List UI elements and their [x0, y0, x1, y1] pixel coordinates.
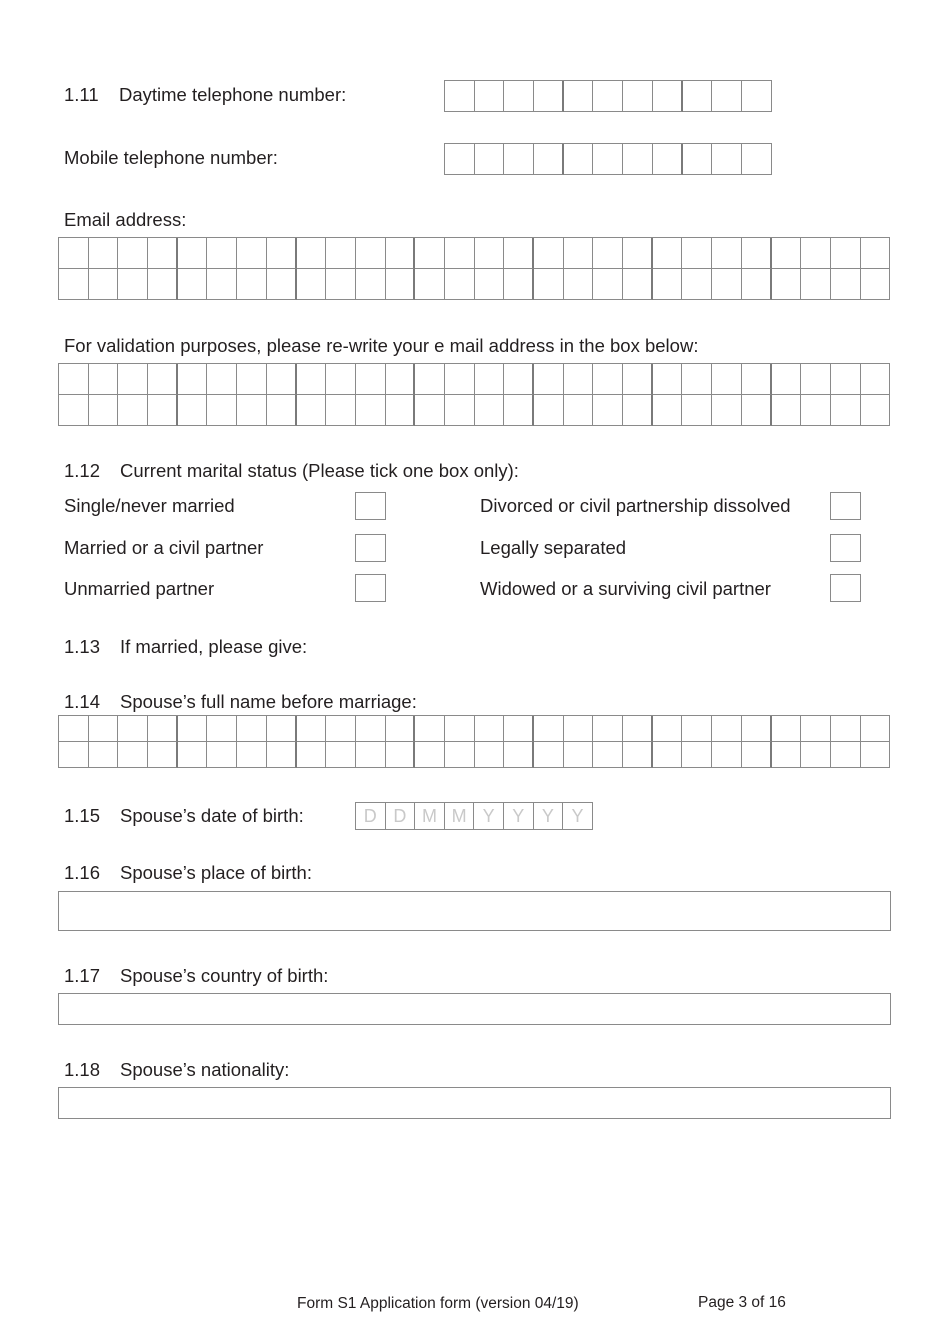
- char-cell[interactable]: [504, 238, 534, 269]
- char-cell[interactable]: [148, 269, 178, 300]
- char-cell[interactable]: [623, 364, 653, 395]
- email-confirm-input[interactable]: [58, 363, 890, 426]
- char-cell[interactable]: [297, 364, 327, 395]
- char-cell[interactable]: [356, 742, 386, 768]
- char-cell[interactable]: [861, 364, 891, 395]
- char-cell[interactable]: [148, 238, 178, 269]
- char-cell[interactable]: [475, 716, 505, 742]
- char-cell[interactable]: [831, 395, 861, 426]
- char-cell[interactable]: [297, 395, 327, 426]
- option-widowed-label: Widowed or a surviving civil partner: [480, 578, 771, 599]
- char-cell[interactable]: [386, 364, 416, 395]
- char-cell[interactable]: [653, 395, 683, 426]
- char-cell[interactable]: [683, 144, 713, 175]
- char-cell[interactable]: [118, 742, 148, 768]
- char-cell[interactable]: [475, 742, 505, 768]
- if-married-label: 1.13 If married, please give:: [64, 636, 308, 657]
- char-cell[interactable]: [475, 81, 505, 112]
- spouse-dob-input[interactable]: [355, 802, 593, 830]
- question-number: 1.17: [64, 965, 101, 986]
- dob-month-box[interactable]: M: [415, 803, 445, 830]
- char-cell[interactable]: [237, 364, 267, 395]
- char-cell[interactable]: [623, 742, 653, 768]
- char-cell[interactable]: [326, 716, 356, 742]
- char-cell[interactable]: [237, 742, 267, 768]
- char-cell[interactable]: [653, 238, 683, 269]
- char-cell[interactable]: [564, 716, 594, 742]
- mobile-phone-label: Mobile telephone number:: [64, 147, 278, 168]
- question-number: 1.15: [64, 805, 101, 826]
- spouse-place-of-birth-input[interactable]: [58, 891, 891, 931]
- char-cell[interactable]: [59, 395, 89, 426]
- option-unmarried-checkbox[interactable]: [355, 574, 386, 602]
- char-cell[interactable]: [267, 364, 297, 395]
- char-cell[interactable]: [326, 364, 356, 395]
- char-cell[interactable]: [534, 238, 564, 269]
- char-cell[interactable]: [623, 395, 653, 426]
- char-cell[interactable]: [831, 364, 861, 395]
- char-cell[interactable]: [326, 238, 356, 269]
- char-cell[interactable]: [356, 269, 386, 300]
- char-cell[interactable]: [742, 238, 772, 269]
- char-cell[interactable]: [89, 364, 119, 395]
- char-cell[interactable]: [564, 742, 594, 768]
- char-cell[interactable]: [653, 716, 683, 742]
- char-cell[interactable]: [534, 395, 564, 426]
- char-cell[interactable]: [504, 144, 534, 175]
- option-married-checkbox[interactable]: [355, 534, 386, 562]
- char-cell[interactable]: [772, 364, 802, 395]
- char-cell[interactable]: [831, 238, 861, 269]
- char-cell[interactable]: [326, 742, 356, 768]
- char-cell[interactable]: [861, 395, 891, 426]
- char-cell[interactable]: [326, 269, 356, 300]
- char-cell[interactable]: [178, 742, 208, 768]
- char-cell[interactable]: [682, 742, 712, 768]
- char-cell[interactable]: [237, 269, 267, 300]
- char-cell[interactable]: [564, 238, 594, 269]
- char-cell[interactable]: [297, 742, 327, 768]
- char-cell[interactable]: [653, 81, 683, 112]
- dob-year-box[interactable]: Y: [474, 803, 504, 830]
- char-cell[interactable]: [564, 81, 594, 112]
- char-cell[interactable]: [534, 81, 564, 112]
- char-cell[interactable]: [742, 395, 772, 426]
- char-cell[interactable]: [623, 81, 653, 112]
- char-cell[interactable]: [178, 395, 208, 426]
- char-cell[interactable]: [386, 742, 416, 768]
- char-cell[interactable]: [682, 716, 712, 742]
- char-cell[interactable]: [742, 81, 772, 112]
- char-cell[interactable]: [653, 269, 683, 300]
- char-cell[interactable]: [772, 716, 802, 742]
- char-cell[interactable]: [356, 364, 386, 395]
- char-cell[interactable]: [801, 269, 831, 300]
- char-cell[interactable]: [772, 742, 802, 768]
- char-cell[interactable]: [564, 144, 594, 175]
- char-cell[interactable]: [564, 395, 594, 426]
- char-cell[interactable]: [267, 395, 297, 426]
- char-cell[interactable]: [237, 238, 267, 269]
- email-input[interactable]: [58, 237, 890, 300]
- char-cell[interactable]: [326, 395, 356, 426]
- char-cell[interactable]: [89, 716, 119, 742]
- char-cell[interactable]: [534, 364, 564, 395]
- char-cell[interactable]: [415, 742, 445, 768]
- char-cell[interactable]: [445, 144, 475, 175]
- spouse-nationality-label: 1.18 Spouse’s nationality:: [64, 1059, 290, 1080]
- char-cell[interactable]: [207, 716, 237, 742]
- option-married-label: Married or a civil partner: [64, 537, 264, 558]
- char-cell[interactable]: [267, 269, 297, 300]
- char-cell[interactable]: [861, 238, 891, 269]
- char-cell[interactable]: [742, 716, 772, 742]
- char-cell[interactable]: [415, 716, 445, 742]
- char-cell[interactable]: [148, 395, 178, 426]
- char-cell[interactable]: [712, 144, 742, 175]
- char-cell[interactable]: [445, 716, 475, 742]
- char-cell[interactable]: [148, 364, 178, 395]
- char-cell[interactable]: [386, 395, 416, 426]
- char-cell[interactable]: [445, 364, 475, 395]
- char-cell[interactable]: [504, 395, 534, 426]
- char-cell[interactable]: [593, 238, 623, 269]
- daytime-phone-input[interactable]: [444, 80, 772, 112]
- char-cell[interactable]: [59, 742, 89, 768]
- char-cell[interactable]: [415, 269, 445, 300]
- char-cell[interactable]: [772, 269, 802, 300]
- char-cell[interactable]: [178, 238, 208, 269]
- char-cell[interactable]: [564, 364, 594, 395]
- char-cell[interactable]: [445, 238, 475, 269]
- char-cell[interactable]: [801, 238, 831, 269]
- char-cell[interactable]: [742, 742, 772, 768]
- char-cell[interactable]: [653, 144, 683, 175]
- char-cell[interactable]: [623, 144, 653, 175]
- char-cell[interactable]: [861, 716, 891, 742]
- char-cell[interactable]: [356, 395, 386, 426]
- char-cell[interactable]: [118, 395, 148, 426]
- char-cell[interactable]: [534, 269, 564, 300]
- dob-day-box[interactable]: D: [386, 803, 416, 830]
- spouse-nationality-input[interactable]: [58, 1087, 891, 1119]
- char-cell[interactable]: [831, 742, 861, 768]
- dob-year-box[interactable]: Y: [504, 803, 534, 830]
- char-cell[interactable]: [623, 716, 653, 742]
- char-cell[interactable]: [267, 742, 297, 768]
- char-cell[interactable]: [653, 742, 683, 768]
- char-cell[interactable]: [801, 742, 831, 768]
- char-cell[interactable]: [178, 269, 208, 300]
- char-cell[interactable]: [415, 395, 445, 426]
- char-cell[interactable]: [415, 238, 445, 269]
- char-cell[interactable]: [89, 742, 119, 768]
- char-cell[interactable]: [593, 81, 623, 112]
- option-single-checkbox[interactable]: [355, 492, 386, 520]
- char-cell[interactable]: [564, 269, 594, 300]
- char-cell[interactable]: [475, 144, 505, 175]
- dob-month-box[interactable]: M: [445, 803, 475, 830]
- char-cell[interactable]: [712, 238, 742, 269]
- char-cell[interactable]: [445, 81, 475, 112]
- spouse-dob-label: 1.15 Spouse’s date of birth:: [64, 805, 304, 826]
- question-number: 1.18: [64, 1059, 101, 1080]
- char-cell[interactable]: [356, 238, 386, 269]
- question-number: 1.14: [64, 691, 101, 712]
- email-confirm-label: For validation purposes, please re-write your e mail address in the box below:: [64, 335, 699, 356]
- char-cell[interactable]: [297, 238, 327, 269]
- char-cell[interactable]: [712, 81, 742, 112]
- char-cell[interactable]: [207, 364, 237, 395]
- char-cell[interactable]: [682, 395, 712, 426]
- char-cell[interactable]: [118, 269, 148, 300]
- char-cell[interactable]: [207, 238, 237, 269]
- dob-year-box[interactable]: Y: [563, 803, 593, 830]
- char-cell[interactable]: [831, 269, 861, 300]
- char-cell[interactable]: [623, 269, 653, 300]
- spouse-country-of-birth-label: 1.17 Spouse’s country of birth:: [64, 965, 329, 986]
- char-cell[interactable]: [89, 269, 119, 300]
- char-cell[interactable]: [267, 238, 297, 269]
- dob-year-box[interactable]: Y: [534, 803, 564, 830]
- spouse-place-of-birth-label: 1.16 Spouse’s place of birth:: [64, 862, 312, 883]
- char-cell[interactable]: [475, 395, 505, 426]
- char-cell[interactable]: [59, 364, 89, 395]
- question-number: 1.11: [64, 84, 99, 105]
- char-cell[interactable]: [712, 395, 742, 426]
- option-divorced-label: Divorced or civil partnership dissolved: [480, 495, 791, 516]
- char-cell[interactable]: [534, 716, 564, 742]
- char-cell[interactable]: [772, 238, 802, 269]
- footer-form-name: Form S1 Application form (version 04/19): [297, 1295, 579, 1312]
- char-cell[interactable]: [475, 269, 505, 300]
- spouse-country-of-birth-input[interactable]: [58, 993, 891, 1025]
- question-number: 1.16: [64, 862, 101, 883]
- option-separated-checkbox[interactable]: [830, 534, 861, 562]
- char-cell[interactable]: [593, 395, 623, 426]
- char-cell[interactable]: [683, 81, 713, 112]
- char-cell[interactable]: [682, 238, 712, 269]
- char-cell[interactable]: [59, 716, 89, 742]
- char-cell[interactable]: [593, 742, 623, 768]
- char-cell[interactable]: [386, 269, 416, 300]
- char-cell[interactable]: [712, 364, 742, 395]
- char-cell[interactable]: [237, 395, 267, 426]
- mobile-phone-input[interactable]: [444, 143, 772, 175]
- char-cell[interactable]: [801, 364, 831, 395]
- question-number: 1.12: [64, 460, 101, 481]
- char-cell[interactable]: [504, 269, 534, 300]
- char-cell[interactable]: [148, 742, 178, 768]
- char-cell[interactable]: [742, 144, 772, 175]
- char-cell[interactable]: [504, 742, 534, 768]
- option-unmarried-label: Unmarried partner: [64, 578, 215, 599]
- char-cell[interactable]: [682, 269, 712, 300]
- char-cell[interactable]: [267, 716, 297, 742]
- char-cell[interactable]: [297, 716, 327, 742]
- char-cell[interactable]: [861, 269, 891, 300]
- char-cell[interactable]: [445, 742, 475, 768]
- char-cell[interactable]: [356, 716, 386, 742]
- option-separated-label: Legally separated: [480, 537, 627, 558]
- char-cell[interactable]: [593, 716, 623, 742]
- marital-status-label: 1.12 Current marital status (Please tick one box only):: [64, 460, 519, 481]
- char-cell[interactable]: [593, 269, 623, 300]
- char-cell[interactable]: [386, 238, 416, 269]
- char-cell[interactable]: [445, 269, 475, 300]
- char-cell[interactable]: [89, 395, 119, 426]
- footer-page-number: Page 3 of 16: [698, 1294, 786, 1311]
- char-cell[interactable]: [504, 364, 534, 395]
- char-cell[interactable]: [712, 742, 742, 768]
- char-cell[interactable]: [534, 742, 564, 768]
- char-cell[interactable]: [178, 716, 208, 742]
- char-cell[interactable]: [712, 716, 742, 742]
- char-cell[interactable]: [148, 716, 178, 742]
- char-cell[interactable]: [742, 269, 772, 300]
- char-cell[interactable]: [475, 364, 505, 395]
- option-widowed-checkbox[interactable]: [830, 574, 861, 602]
- option-single-label: Single/never married: [64, 495, 235, 516]
- char-cell[interactable]: [772, 395, 802, 426]
- char-cell[interactable]: [742, 364, 772, 395]
- char-cell[interactable]: [534, 144, 564, 175]
- char-cell[interactable]: [623, 238, 653, 269]
- char-cell[interactable]: [831, 716, 861, 742]
- char-cell[interactable]: [801, 395, 831, 426]
- char-cell[interactable]: [415, 364, 445, 395]
- char-cell[interactable]: [712, 269, 742, 300]
- spouse-name-label: 1.14 Spouse’s full name before marriage:: [64, 691, 417, 712]
- email-label: Email address:: [64, 209, 187, 230]
- char-cell[interactable]: [653, 364, 683, 395]
- char-cell[interactable]: [207, 742, 237, 768]
- char-cell[interactable]: [593, 144, 623, 175]
- char-cell[interactable]: [504, 716, 534, 742]
- char-cell[interactable]: [207, 395, 237, 426]
- char-cell[interactable]: [237, 716, 267, 742]
- char-cell[interactable]: [178, 364, 208, 395]
- char-cell[interactable]: [475, 238, 505, 269]
- char-cell[interactable]: [682, 364, 712, 395]
- option-divorced-checkbox[interactable]: [830, 492, 861, 520]
- char-cell[interactable]: [593, 364, 623, 395]
- char-cell[interactable]: [118, 238, 148, 269]
- dob-day-box[interactable]: D: [356, 803, 386, 830]
- char-cell[interactable]: [386, 716, 416, 742]
- question-number: 1.13: [64, 636, 101, 657]
- char-cell[interactable]: [89, 238, 119, 269]
- char-cell[interactable]: [445, 395, 475, 426]
- char-cell[interactable]: [118, 364, 148, 395]
- char-cell[interactable]: [118, 716, 148, 742]
- daytime-phone-label: 1.11 Daytime telephone number:: [64, 84, 347, 105]
- char-cell[interactable]: [801, 716, 831, 742]
- char-cell[interactable]: [59, 269, 89, 300]
- char-cell[interactable]: [504, 81, 534, 112]
- spouse-name-input[interactable]: [58, 715, 890, 768]
- char-cell[interactable]: [297, 269, 327, 300]
- char-cell[interactable]: [861, 742, 891, 768]
- char-cell[interactable]: [59, 238, 89, 269]
- char-cell[interactable]: [207, 269, 237, 300]
